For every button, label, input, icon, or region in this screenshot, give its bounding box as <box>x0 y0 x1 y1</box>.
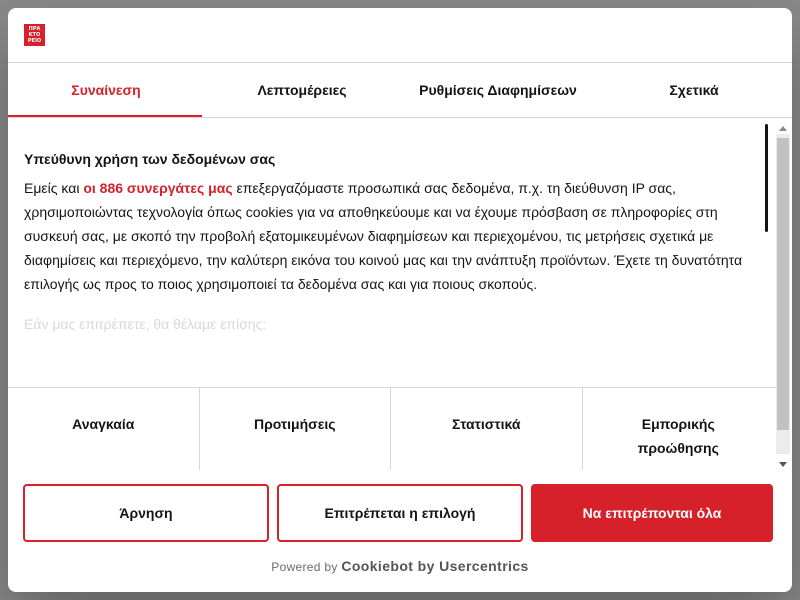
scroll-down-arrow-icon[interactable] <box>779 462 787 467</box>
cookie-consent-dialog <box>8 8 792 592</box>
category-statistics-label: Στατιστικά <box>452 416 521 432</box>
dialog-scrollbar[interactable] <box>776 124 790 470</box>
allow-selection-button[interactable]: Επιτρέπεται η επιλογή <box>277 484 523 542</box>
category-preferences[interactable] <box>200 388 392 470</box>
tab-consent[interactable]: Συναίνεση <box>8 63 204 117</box>
dialog-header <box>8 8 792 62</box>
scroll-up-arrow-icon[interactable] <box>779 126 787 131</box>
consent-heading: Υπεύθυνη χρήση των δεδομένων σας <box>24 151 276 167</box>
logo-line-3: ΡΕΙΟ <box>27 38 42 44</box>
consent-text <box>24 176 748 296</box>
category-marketing[interactable] <box>583 388 775 470</box>
category-statistics[interactable] <box>391 388 583 470</box>
partners-link[interactable]: οι 886 συνεργάτες μας <box>83 180 233 196</box>
consent-buttons <box>23 484 775 542</box>
scrollbar-thumb[interactable] <box>777 138 789 430</box>
consent-more-text: Εάν μας επιτρέπετε, θα θέλαμε επίσης: <box>24 316 267 332</box>
category-necessary-label: Αναγκαία <box>72 416 135 432</box>
logo-line-2: ΚΤΟ <box>28 32 41 38</box>
powered-by-footer <box>8 558 792 578</box>
tab-ad-settings[interactable]: Ρυθμίσεις Διαφημίσεων <box>419 82 577 98</box>
category-necessary[interactable] <box>8 388 200 470</box>
logo-line-1: ΠΡΑ <box>28 26 41 32</box>
category-preferences-label: Προτιμήσεις <box>253 416 336 432</box>
cookiebot-link[interactable]: Cookiebot by Usercentrics <box>341 558 529 574</box>
deny-button[interactable]: Άρνηση <box>23 484 269 542</box>
consent-text-before: Εμείς και <box>24 180 84 196</box>
content-fade-overlay <box>8 344 768 388</box>
cookie-categories <box>8 388 774 470</box>
tab-bar <box>8 63 792 117</box>
site-logo <box>24 24 45 46</box>
allow-all-button[interactable]: Να επιτρέπονται όλα <box>531 484 773 542</box>
consent-text-after: επεξεργαζόμαστε προσωπικά σας δεδομένα, π.χ. τη διεύθυνση IP σας, χρησιμοποιώντας τεχνολογία όπως cookies για να αποθηκεύουμε και να έχουμε πρόσβαση σε πληροφορίες στη συσκευή σας, με σκοπό την προβολή εξατομικευμένων διαφημίσεων και περιεχομένου, τις μετρήσεις σχετικά με διαφημίσεις και περιεχόμενο, την καλύτερη εικόνα του κοινού μας και την ανάπτυξη προϊόντων. Έχετε τη δυνατότητα επιλογής ως προς το ποιος χρησιμοποιεί τα δεδομένα σας και για ποιους σκοπούς. <box>24 180 743 292</box>
content-scroll-indicator[interactable] <box>765 124 768 232</box>
category-marketing-label: Εμπορικής προώθησης <box>637 416 719 456</box>
tab-about[interactable]: Σχετικά <box>669 82 719 98</box>
tab-details[interactable]: Λεπτομέρειες <box>257 82 347 98</box>
powered-by-text: Powered by <box>271 560 338 574</box>
